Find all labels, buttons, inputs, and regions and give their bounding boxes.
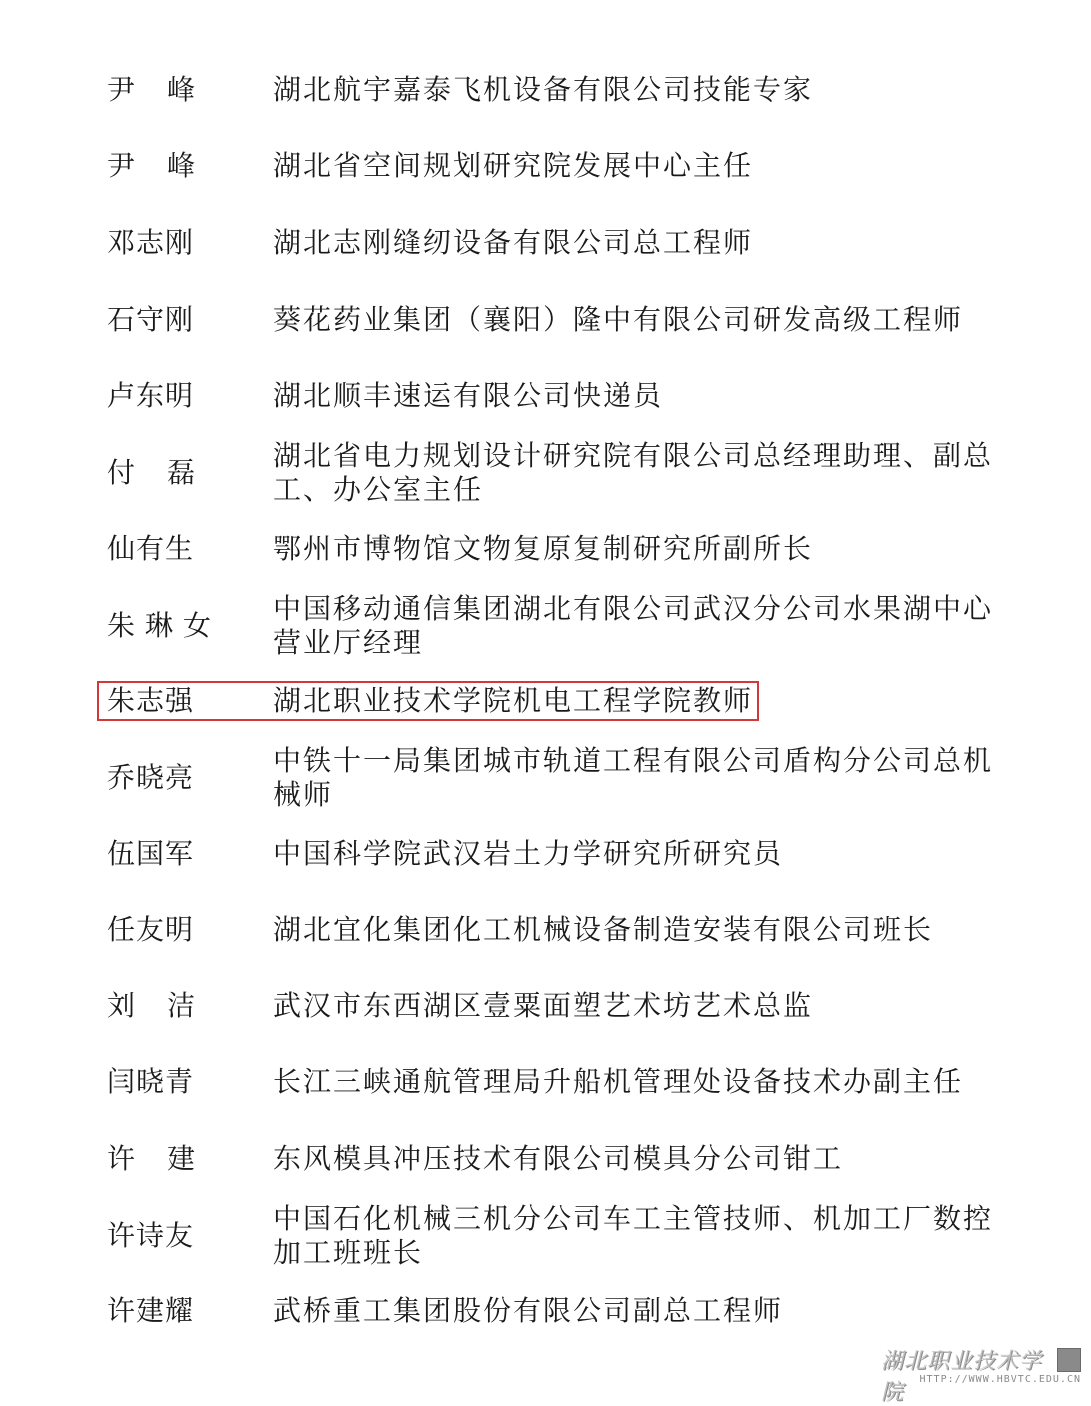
name-part: 伍国军 [107, 837, 195, 870]
name-part: 卢东明 [107, 379, 195, 412]
person-name [107, 379, 247, 413]
organization-title: 中国科学院武汉岩土力学研究所研究员 [273, 837, 784, 870]
name-part: 峰 [167, 149, 196, 182]
organization-title: 湖北省电力规划设计研究院有限公司总经理助理、副总工、办公室主任 [273, 439, 994, 506]
organization-title: 湖北顺丰速运有限公司快递员 [273, 379, 664, 412]
name-part: 建 [167, 1142, 196, 1175]
name-part: 付 [107, 456, 136, 489]
watermark [881, 1344, 1081, 1405]
name-part: 朱 [107, 609, 137, 642]
organization-title: 长江三峡通航管理局升船机管理处设备技术办副主任 [273, 1065, 964, 1098]
person-name [107, 1142, 247, 1176]
person-name [107, 1294, 247, 1328]
name-part: 琳 [145, 609, 175, 642]
organization-title: 湖北职业技术学院机电工程学院教师 [273, 684, 754, 717]
highlight-box [97, 681, 759, 721]
name-part: 石守刚 [107, 303, 195, 336]
organization-title: 中铁十一局集团城市轨道工程有限公司盾构分公司总机械师 [273, 744, 994, 811]
person-name [107, 73, 247, 107]
watermark-title: 湖北职业技术学院 [881, 1349, 1043, 1405]
name-part: 仙有生 [107, 532, 195, 565]
name-part: 乔晓亮 [107, 761, 195, 794]
person-name [107, 609, 247, 643]
name-part: 洁 [167, 989, 196, 1022]
organization-title: 武汉市东西湖区壹粟面塑艺术坊艺术总监 [273, 989, 814, 1022]
person-name [107, 149, 247, 183]
person-name [107, 226, 247, 260]
person-name [107, 303, 247, 337]
organization-title: 湖北航宇嘉泰飞机设备有限公司技能专家 [273, 73, 814, 106]
name-part: 尹 [107, 73, 136, 106]
organization-title: 中国移动通信集团湖北有限公司武汉分公司水果湖中心营业厅经理 [273, 592, 994, 659]
person-name [107, 1065, 247, 1099]
organization-title: 湖北志刚缝纫设备有限公司总工程师 [273, 226, 754, 259]
person-name [107, 913, 247, 947]
name-part: 邓志刚 [107, 226, 195, 259]
name-part: 女 [183, 609, 213, 642]
name-part: 许诗友 [107, 1219, 195, 1252]
name-part: 朱志强 [107, 684, 195, 717]
organization-title: 湖北省空间规划研究院发展中心主任 [273, 149, 754, 182]
name-part: 尹 [107, 149, 136, 182]
name-part: 峰 [167, 73, 196, 106]
organization-title: 葵花药业集团（襄阳）隆中有限公司研发高级工程师 [273, 303, 964, 336]
person-name [107, 456, 247, 490]
name-part: 许建耀 [107, 1294, 195, 1327]
person-name [107, 1219, 247, 1253]
name-part: 刘 [107, 989, 136, 1022]
organization-title: 鄂州市博物馆文物复原复制研究所副所长 [273, 532, 814, 565]
organization-title: 湖北宜化集团化工机械设备制造安装有限公司班长 [273, 913, 934, 946]
name-part: 任友明 [107, 913, 195, 946]
person-name [107, 761, 247, 795]
organization-title: 东风模具冲压技术有限公司模具分公司钳工 [273, 1142, 844, 1175]
seal-icon [1057, 1348, 1081, 1372]
person-name [107, 532, 247, 566]
watermark-url: HTTP://WWW.HBVTC.EDU.CN [919, 1374, 1081, 1385]
person-name [107, 989, 247, 1023]
organization-title: 武桥重工集团股份有限公司副总工程师 [273, 1294, 784, 1327]
name-part: 磊 [167, 456, 196, 489]
name-part: 许 [107, 1142, 136, 1175]
name-part: 闫晓青 [107, 1065, 195, 1098]
organization-title: 中国石化机械三机分公司车工主管技师、机加工厂数控加工班班长 [273, 1202, 994, 1269]
person-name [107, 837, 247, 871]
